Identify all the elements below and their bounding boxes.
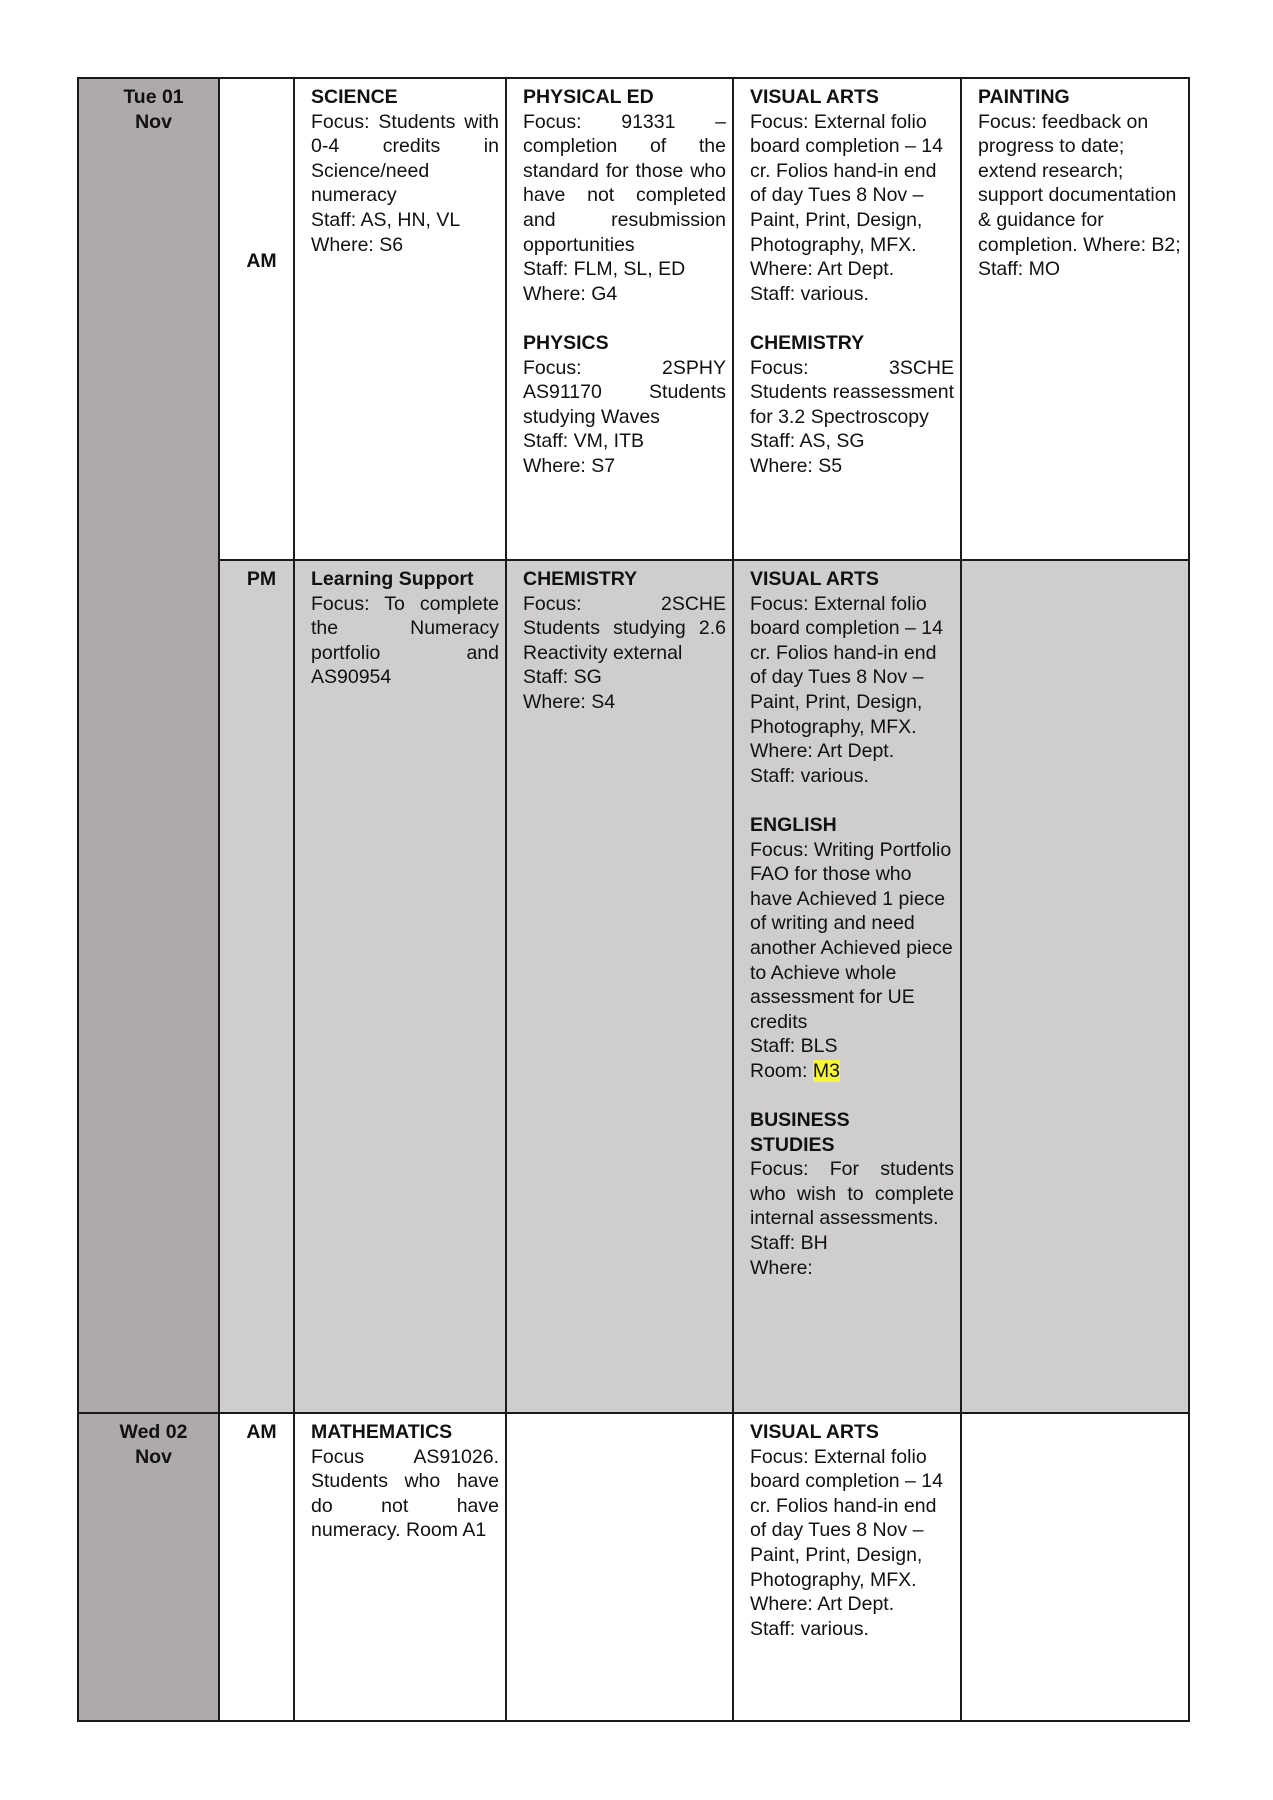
entry-english	[750, 813, 954, 1084]
slot-tue-am-col4	[961, 78, 1189, 560]
session-label-am: AM	[219, 78, 294, 560]
entry-title: VISUAL ARTS	[750, 568, 879, 590]
entry-business-studies	[750, 1108, 954, 1280]
entry-focus: Focus: To complete the Numeracy portfolio and AS90954	[311, 592, 499, 689]
slot-tue-am-col1	[294, 78, 506, 560]
entry-focus: Focus: Writing Portfolio FAO for those who have Achieved 1 piece of writing and need another Achieved piece to Achieve whole assessment for UE credits	[750, 838, 953, 1033]
entry-staff: Staff: AS, HN, VL	[311, 208, 461, 231]
entry-where: Where: Art Dept.	[750, 740, 895, 763]
entry-staff: Staff: various.	[750, 1617, 869, 1640]
entry-visual-arts	[750, 1420, 954, 1641]
slot-tue-am-col3	[733, 78, 961, 560]
slot-wed-am-col1	[294, 1413, 506, 1721]
entry-staff: Staff: various.	[750, 282, 869, 305]
day-cell-tue-01-nov	[78, 78, 219, 1413]
entry-staff: Staff: BLS	[750, 1035, 838, 1058]
entry-where: Where: S4	[523, 690, 616, 713]
entry-physics	[523, 331, 726, 479]
entry-focus: Focus: External folio board completion – 14 cr. Folios hand-in end of day Tues 8 Nov – Paint, Print, Design, Photography, MFX.	[750, 110, 943, 256]
slot-tue-am-col2	[506, 78, 733, 560]
entry-focus: Focus: For students who wish to complete internal assessments.	[750, 1158, 954, 1230]
entry-title: CHEMISTRY	[750, 331, 865, 354]
slot-tue-pm-col3	[733, 560, 961, 1413]
entry-title: CHEMISTRY	[523, 568, 638, 590]
entry-painting	[978, 85, 1182, 282]
day-date-line2: Nov	[135, 110, 172, 133]
entry-mathematics	[311, 1420, 499, 1543]
day-date-line1: Wed 02	[119, 1421, 188, 1443]
entry-visual-arts	[750, 567, 954, 788]
day-date-line1: Tue 01	[123, 86, 184, 108]
entry-focus: Focus: External folio board completion – 14 cr. Folios hand-in end of day Tues 8 Nov – Paint, Print, Design, Photography, MFX.	[750, 592, 943, 738]
entry-where: Where: Art Dept.	[750, 258, 895, 281]
slot-tue-pm-col2	[506, 560, 733, 1413]
entry-where: Where: S5	[750, 454, 843, 477]
entry-title: ENGLISH	[750, 813, 837, 836]
entry-staff: Staff: AS, SG	[750, 430, 865, 453]
entry-title: PHYSICAL ED	[523, 86, 654, 108]
entry-physical-ed	[523, 85, 726, 306]
revision-timetable	[77, 77, 1190, 1722]
entry-title: PAINTING	[978, 86, 1070, 108]
slot-wed-am-col3	[733, 1413, 961, 1721]
entry-title: Learning Support	[311, 568, 474, 590]
entry-science	[311, 85, 499, 257]
slot-tue-pm-col4-empty	[961, 560, 1189, 1413]
entry-where: Where: S6	[311, 233, 404, 256]
entry-chemistry	[750, 331, 954, 479]
slot-tue-pm-col1	[294, 560, 506, 1413]
entry-focus: Focus: Students with 0-4 credits in Science/need numeracy	[311, 110, 499, 207]
session-label-am: AM	[219, 1413, 294, 1721]
entry-title: SCIENCE	[311, 86, 398, 108]
entry-where: Where: S7	[523, 454, 616, 477]
day-date-line2: Nov	[135, 1445, 172, 1468]
entry-room	[750, 1059, 954, 1084]
entry-focus: Focus: 2SCHE Students studying 2.6 Reactivity external	[523, 592, 726, 664]
entry-title: BUSINESS STUDIES	[750, 1109, 850, 1156]
entry-staff: Staff: VM, ITB	[523, 430, 645, 453]
entry-title: VISUAL ARTS	[750, 86, 879, 108]
entry-visual-arts	[750, 85, 954, 306]
entry-focus: Focus: feedback on progress to date; extend research; support documentation & guidance for completion. Where: B2; Staff: MO	[978, 110, 1181, 281]
entry-title: PHYSICS	[523, 331, 609, 354]
entry-staff: Staff: various.	[750, 764, 869, 787]
slot-wed-am-col4-empty	[961, 1413, 1189, 1721]
entry-room-label: Room:	[750, 1059, 813, 1082]
wed-am-row	[78, 1413, 1189, 1721]
entry-where: Where:	[750, 1256, 813, 1279]
entry-title: MATHEMATICS	[311, 1421, 453, 1443]
day-cell-wed-02-nov	[78, 1413, 219, 1721]
slot-wed-am-col2-empty	[506, 1413, 733, 1721]
entry-room-value-highlighted: M3	[812, 1059, 840, 1082]
entry-focus: Focus AS91026. Students who have do not have numeracy. Room A1	[311, 1445, 499, 1542]
entry-staff: Staff: BH	[750, 1232, 828, 1255]
entry-learning-support	[311, 567, 499, 690]
entry-focus: Focus: 2SPHY AS91170 Students studying Waves	[523, 356, 726, 428]
entry-where: Where: G4	[523, 282, 618, 305]
entry-staff: Staff: FLM, SL, ED	[523, 258, 686, 281]
tue-pm-row	[78, 560, 1189, 1413]
entry-focus: Focus: 91331 – completion of the standard for those who have not completed and resubmission opportunities	[523, 110, 726, 256]
entry-staff: Staff: SG	[523, 666, 602, 689]
entry-title: VISUAL ARTS	[750, 1421, 879, 1443]
entry-chemistry	[523, 567, 726, 715]
tue-am-row	[78, 78, 1189, 560]
entry-focus: Focus: External folio board completion – 14 cr. Folios hand-in end of day Tues 8 Nov – Paint, Print, Design, Photography, MFX.	[750, 1445, 943, 1591]
session-label-pm: PM	[219, 560, 294, 1413]
entry-where: Where: Art Dept.	[750, 1593, 895, 1616]
entry-focus: Focus: 3SCHE Students reassessment for 3.2 Spectroscopy	[750, 356, 954, 428]
